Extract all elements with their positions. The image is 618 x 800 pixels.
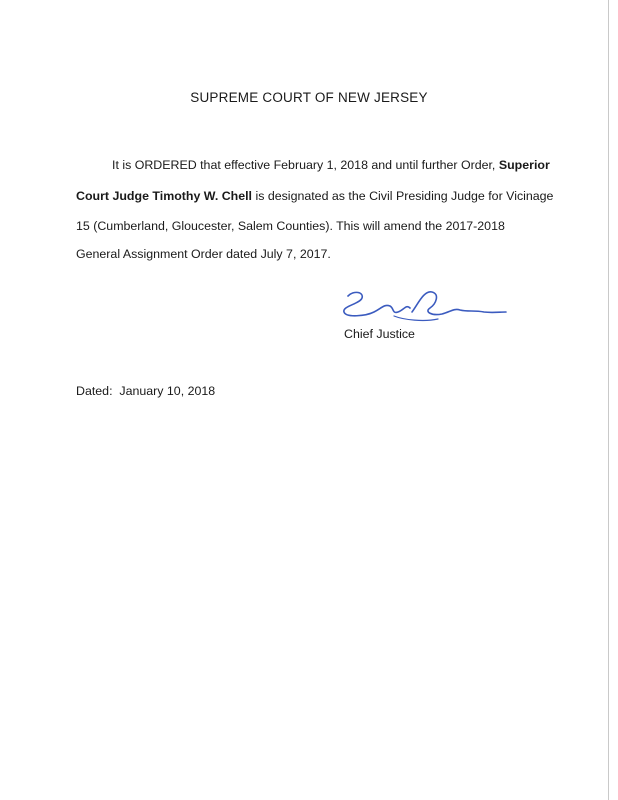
signatory-title: Chief Justice — [344, 327, 415, 341]
order-line-2-text: is designated as the Civil Presiding Judge for Vicinage — [252, 189, 554, 203]
order-line-3: 15 (Cumberland, Gloucester, Salem Counties). This will amend the 2017-2018 — [76, 219, 505, 233]
order-line-4: General Assignment Order dated July 7, 2017. — [76, 247, 331, 261]
order-line-1 — [112, 157, 550, 173]
court-heading: SUPREME COURT OF NEW JERSEY — [190, 90, 428, 105]
signature-stroke-underline — [394, 316, 438, 320]
order-line-2-bold: Court Judge Timothy W. Chell — [76, 189, 252, 203]
signature-stroke-loop — [412, 292, 506, 315]
order-line-1-text: It is ORDERED that effective February 1, 2018 and until further Order, — [112, 158, 499, 172]
dated-line: Dated: January 10, 2018 — [76, 384, 216, 398]
order-line-2 — [76, 188, 553, 204]
page-edge-divider — [608, 0, 609, 800]
signature-stroke-initial — [344, 292, 410, 315]
handwritten-signature — [334, 282, 510, 332]
order-line-1-bold: Superior — [498, 158, 550, 172]
